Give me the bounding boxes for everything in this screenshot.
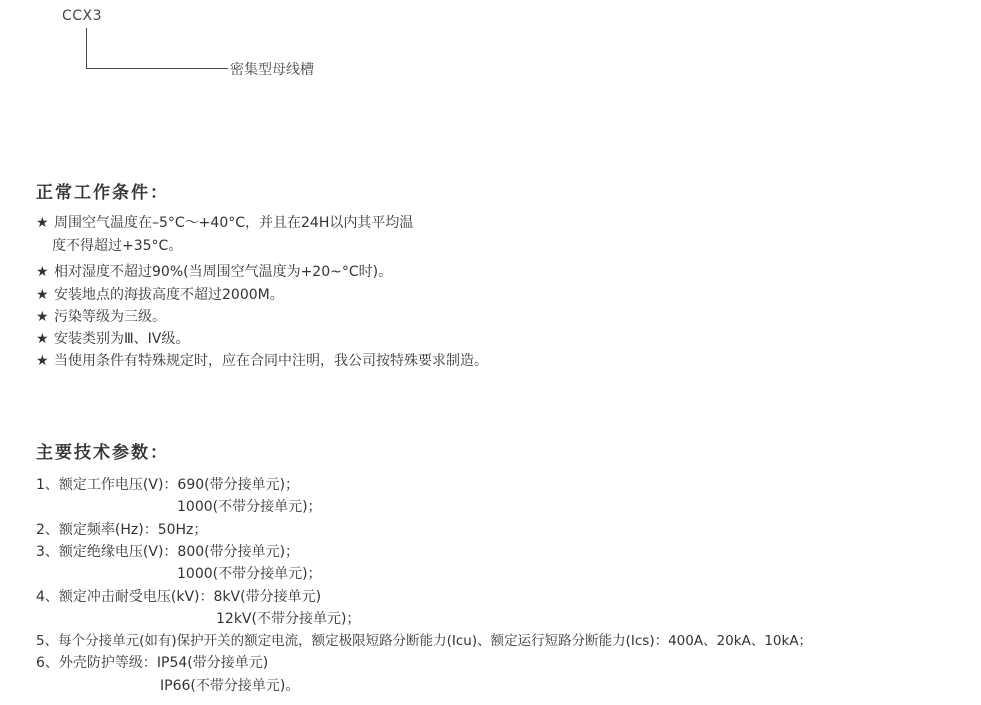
condition-item: ★ 安装地点的海拔高度不超过2000M。 xyxy=(36,284,284,306)
params-title: 主要技术参数： xyxy=(36,443,169,463)
param-line-continuation: 1000(不带分接单元)； xyxy=(177,499,322,515)
param-line-continuation: 12kV(不带分接单元)； xyxy=(216,611,361,627)
model-description: 密集型母线槽 xyxy=(230,62,314,78)
conditions-title: 正常工作条件： xyxy=(36,183,169,203)
star-icon: ★ xyxy=(36,264,49,280)
star-icon: ★ xyxy=(36,287,49,303)
condition-item-continuation: 度不得超过+35°C。 xyxy=(52,238,183,254)
condition-item: ★ 相对湿度不超过90%(当周围空气温度为+20~°C时)。 xyxy=(36,261,392,283)
star-icon: ★ xyxy=(36,331,49,347)
param-line: 4、额定冲击耐受电压(kV)：8kV(带分接单元) xyxy=(36,589,322,605)
condition-item: ★ 周围空气温度在–5°C～+40°C，并且在24H以内其平均温 xyxy=(36,212,413,234)
model-code: CCX3 xyxy=(62,8,103,24)
star-icon: ★ xyxy=(36,309,49,325)
param-line: 6、外壳防护等级：IP54(带分接单元) xyxy=(36,655,269,671)
param-line: 2、额定频率(Hz)：50Hz； xyxy=(36,522,208,538)
diagram-connector-horizontal xyxy=(86,68,228,69)
param-line-continuation: IP66(不带分接单元)。 xyxy=(160,678,300,694)
condition-item: ★ 安装类别为Ⅲ、IV级。 xyxy=(36,328,189,350)
param-line: 3、额定绝缘电压(V)：800(带分接单元)； xyxy=(36,544,300,560)
condition-item: ★ 污染等级为三级。 xyxy=(36,306,166,328)
star-icon: ★ xyxy=(36,215,49,231)
param-line: 5、每个分接单元(如有)保护开关的额定电流，额定极限短路分断能力(Icu)、额定运行短路分断能力(Ics)：400A、20kA、10kA； xyxy=(36,633,813,649)
diagram-connector-vertical xyxy=(86,28,87,69)
condition-item: ★ 当使用条件有特殊规定时，应在合同中注明，我公司按特殊要求制造。 xyxy=(36,350,488,372)
param-line-continuation: 1000(不带分接单元)； xyxy=(177,566,322,582)
param-line: 1、额定工作电压(V)：690(带分接单元)； xyxy=(36,477,300,493)
star-icon: ★ xyxy=(36,353,49,369)
